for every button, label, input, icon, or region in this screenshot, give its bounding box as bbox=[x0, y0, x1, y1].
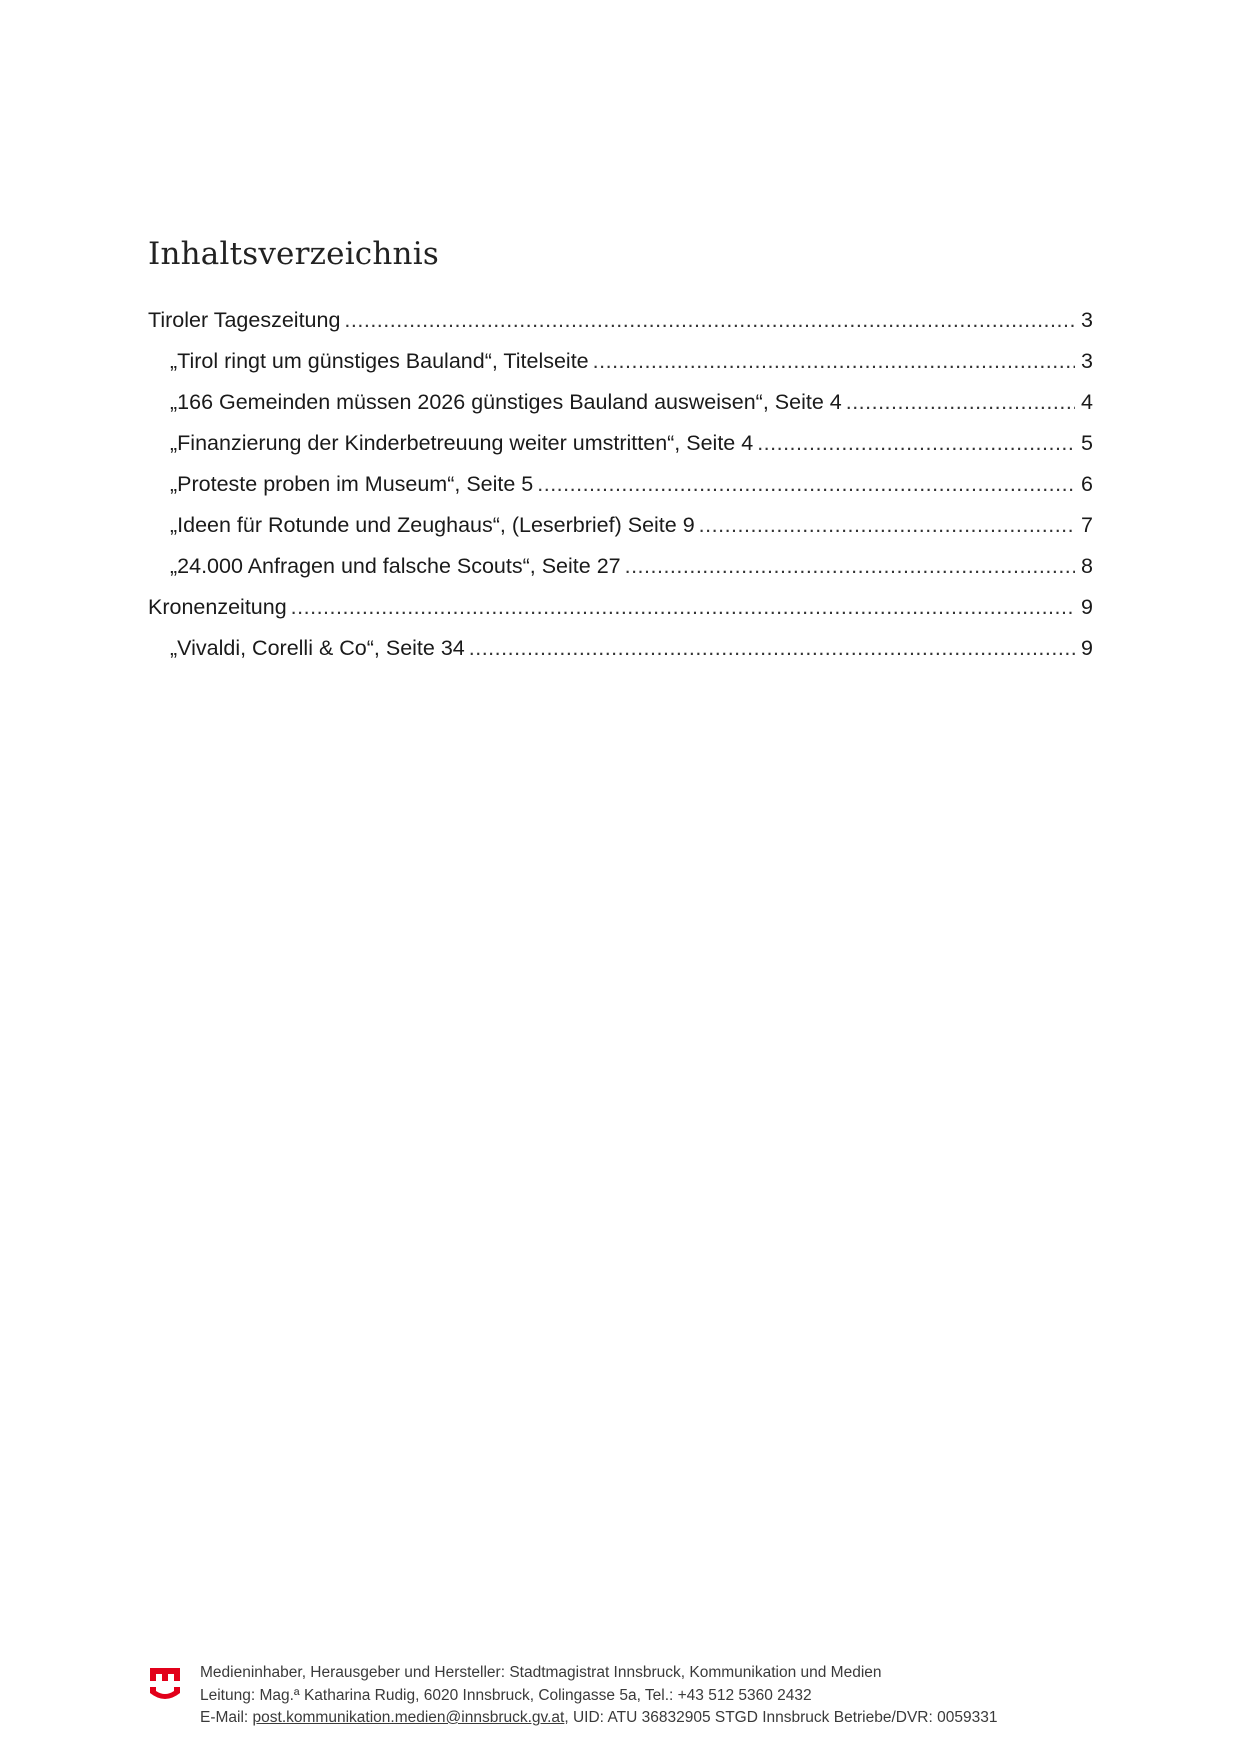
toc-entry-page: 3 bbox=[1081, 308, 1093, 332]
toc-entry[interactable] bbox=[148, 511, 1093, 552]
toc-dot-leader bbox=[344, 306, 1075, 334]
toc-dot-leader bbox=[846, 388, 1075, 416]
footer-email-label: E-Mail: bbox=[200, 1709, 253, 1726]
toc-dot-leader bbox=[757, 429, 1075, 457]
toc-entry-page: 4 bbox=[1081, 390, 1093, 414]
toc-entry-page: 9 bbox=[1081, 636, 1093, 660]
footer-publisher-line: Medieninhaber, Herausgeber und Hersteller: Stadtmagistrat Innsbruck, Kommunikation und Medien bbox=[200, 1664, 882, 1681]
innsbruck-logo-icon bbox=[148, 1666, 182, 1706]
toc-entry-label: „Proteste proben im Museum“, Seite 5 bbox=[170, 472, 534, 496]
toc-entry-label: „166 Gemeinden müssen 2026 günstiges Bauland ausweisen“, Seite 4 bbox=[170, 390, 842, 414]
toc-entry-page: 7 bbox=[1081, 513, 1093, 537]
toc-entry-label: Tiroler Tageszeitung bbox=[148, 308, 341, 332]
toc-entry-page: 6 bbox=[1081, 472, 1093, 496]
footer-imprint bbox=[200, 1662, 997, 1730]
toc-entry[interactable] bbox=[148, 552, 1093, 593]
page-footer bbox=[148, 1662, 1108, 1742]
toc-entry-label: „Tirol ringt um günstiges Bauland“, Titelseite bbox=[170, 349, 589, 373]
toc-entry-label: „24.000 Anfragen und falsche Scouts“, Seite 27 bbox=[170, 554, 621, 578]
toc-entry-label: Kronenzeitung bbox=[148, 595, 287, 619]
toc-entry[interactable] bbox=[148, 634, 1093, 675]
toc-entry-label: „Vivaldi, Corelli & Co“, Seite 34 bbox=[170, 636, 465, 660]
toc-entry-page: 3 bbox=[1081, 349, 1093, 373]
toc-dot-leader bbox=[699, 511, 1075, 539]
toc-dot-leader bbox=[469, 634, 1075, 662]
toc-entry-label: „Ideen für Rotunde und Zeughaus“, (Leserbrief) Seite 9 bbox=[170, 513, 695, 537]
toc-entry[interactable] bbox=[148, 470, 1093, 511]
toc-entry[interactable] bbox=[148, 388, 1093, 429]
toc-title: Inhaltsverzeichnis bbox=[148, 236, 439, 272]
toc-dot-leader bbox=[291, 593, 1075, 621]
toc-entry[interactable] bbox=[148, 429, 1093, 470]
toc-entry-label: „Finanzierung der Kinderbetreuung weiter umstritten“, Seite 4 bbox=[170, 431, 754, 455]
toc-entry-page: 9 bbox=[1081, 595, 1093, 619]
toc-entry-page: 8 bbox=[1081, 554, 1093, 578]
toc-dot-leader bbox=[537, 470, 1075, 498]
toc-dot-leader bbox=[593, 347, 1075, 375]
footer-contact-line bbox=[200, 1707, 997, 1730]
footer-registration-text: , UID: ATU 36832905 STGD Innsbruck Betriebe/DVR: 0059331 bbox=[564, 1709, 998, 1726]
toc-entry[interactable] bbox=[148, 593, 1093, 634]
toc-dot-leader bbox=[625, 552, 1075, 580]
footer-email-link[interactable]: post.kommunikation.medien@innsbruck.gv.at bbox=[252, 1709, 565, 1726]
toc-entry[interactable] bbox=[148, 306, 1093, 347]
footer-management-line: Leitung: Mag.ª Katharina Rudig, 6020 Innsbruck, Colingasse 5a, Tel.: +43 512 5360 2432 bbox=[200, 1686, 812, 1704]
toc-list bbox=[148, 306, 1093, 675]
toc-entry-page: 5 bbox=[1081, 431, 1093, 455]
toc-entry[interactable] bbox=[148, 347, 1093, 388]
